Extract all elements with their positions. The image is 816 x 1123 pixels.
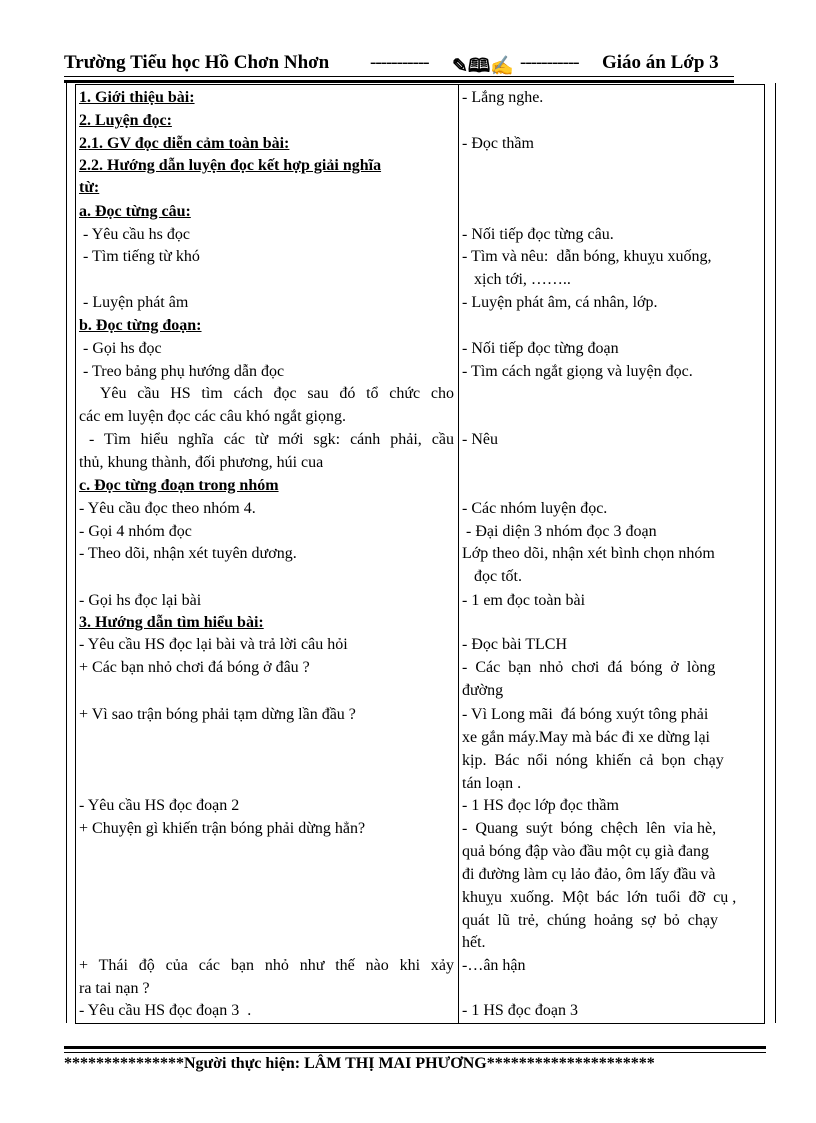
- left-item: - Tìm tiếng từ khó: [79, 248, 200, 265]
- left-item: - Treo bảng phụ hướng dẫn đọc: [79, 363, 285, 380]
- left-item: ra tai nạn ?: [79, 980, 150, 997]
- lesson-plan-label: Giáo án Lớp 3: [602, 52, 719, 73]
- left-item: - Yêu cầu hs đọc: [79, 226, 190, 243]
- header-dashes-right: -----------: [520, 52, 579, 73]
- header-rule-thin: [64, 76, 734, 77]
- left-item: - Yêu cầu đọc theo nhóm 4.: [79, 500, 256, 517]
- footer-rule-thick: [64, 1046, 766, 1049]
- right-item: - Quang suýt bóng chệch lên vỉa hè,: [462, 820, 717, 837]
- left-item: thủ, khung thành, đối phương, húi cua: [79, 454, 324, 471]
- right-item: tán loạn .: [462, 775, 522, 792]
- left-item: Yêu cầu HS tìm cách đọc sau đó tổ chức cho: [79, 385, 454, 402]
- right-item: - Vì Long mãi đá bóng xuýt tông phải: [462, 706, 709, 723]
- left-item: các em luyện đọc các câu khó ngắt giọng.: [79, 408, 346, 425]
- right-item: đi đường làm cụ lảo đảo, ôm lấy đầu và: [462, 866, 716, 883]
- page-header: [64, 52, 764, 78]
- right-item: - Nối tiếp đọc từng đoạn: [462, 340, 619, 357]
- teacher-credit: ***************Người thực hiện: LÂM THỊ MAI PHƯƠNG*********************: [64, 1055, 655, 1072]
- right-item: - Nối tiếp đọc từng câu.: [462, 226, 614, 243]
- book-ornament-icon: ✎🕮✍: [452, 56, 514, 77]
- footer-rule-thin: [64, 1052, 766, 1053]
- section-guided-reading: 2.2. Hướng dẫn luyện đọc kết hợp giải nghĩa: [79, 157, 382, 174]
- section-reading: 2. Luyện đọc:: [79, 112, 172, 129]
- right-item: Lớp theo dõi, nhận xét bình chọn nhóm: [462, 545, 715, 562]
- subsection-paragraph-reading: b. Đọc từng đoạn:: [79, 317, 202, 334]
- left-item: - Yêu cầu HS đọc lại bài và trả lời câu hỏi: [79, 636, 348, 653]
- right-item: hết.: [462, 934, 486, 951]
- subsection-sentence-reading: a. Đọc từng câu:: [79, 203, 191, 220]
- left-item: - Yêu cầu HS đọc đoạn 3 .: [79, 1002, 252, 1019]
- right-item: - Tìm cách ngắt giọng và luyện đọc.: [462, 363, 693, 380]
- right-item: - Nêu: [462, 431, 498, 448]
- section-teacher-read: 2.1. GV đọc diễn cảm toàn bài:: [79, 135, 290, 152]
- right-item: - Luyện phát âm, cá nhân, lớp.: [462, 294, 658, 311]
- header-dashes-left: -----------: [370, 52, 429, 73]
- right-item: quát lũ trẻ, chúng hoảng sợ bỏ chạy: [462, 912, 718, 929]
- right-item: - Đọc thầm: [462, 135, 534, 152]
- right-item: - Tìm và nêu: dẫn bóng, khuỵu xuống,: [462, 248, 712, 265]
- left-item: + Vì sao trận bóng phải tạm dừng lần đầu ?: [79, 706, 356, 723]
- right-item: xịch tới, ……..: [462, 271, 571, 288]
- left-item: + Thái độ của các bạn nhỏ như thế nào khi xảy: [79, 957, 454, 974]
- section-comprehension: 3. Hướng dẫn tìm hiểu bài:: [79, 614, 264, 631]
- left-item: - Theo dõi, nhận xét tuyên dương.: [79, 545, 297, 562]
- right-item: xe gắn máy.May mà bác đi xe dừng lại: [462, 729, 710, 746]
- left-item: - Gọi hs đọc: [79, 340, 162, 357]
- right-item: kịp. Bác nổi nóng khiến cả bọn chạy: [462, 752, 724, 769]
- left-item: + Chuyện gì khiến trận bóng phải dừng hẳn?: [79, 820, 366, 837]
- right-item: khuỵu xuống. Một bác lớn tuổi đỡ cụ ,: [462, 889, 737, 906]
- right-item: -…ân hận: [462, 957, 526, 974]
- section-guided-reading-cont: từ:: [79, 179, 100, 196]
- school-name: Trường Tiểu học Hồ Chơn Nhơn: [64, 52, 330, 73]
- left-item: - Yêu cầu HS đọc đoạn 2: [79, 797, 240, 814]
- right-item: đọc tốt.: [462, 568, 522, 585]
- left-item: - Gọi hs đọc lại bài: [79, 592, 202, 609]
- column-divider: [458, 84, 459, 1024]
- right-item: - Đại diện 3 nhóm đọc 3 đoạn: [462, 523, 657, 540]
- right-item: - Lắng nghe.: [462, 89, 544, 106]
- left-item: + Các bạn nhỏ chơi đá bóng ở đâu ?: [79, 659, 310, 676]
- right-item: - 1 HS đọc đoạn 3: [462, 1002, 578, 1019]
- right-item: - Đọc bài TLCH: [462, 636, 568, 653]
- right-item: quả bóng đập vào đầu một cụ già đang: [462, 843, 710, 860]
- left-item: - Luyện phát âm: [79, 294, 189, 311]
- right-item: - 1 em đọc toàn bài: [462, 592, 586, 609]
- left-item: - Gọi 4 nhóm đọc: [79, 523, 192, 540]
- left-item: - Tìm hiểu nghĩa các từ mới sgk: cánh phải, cầu: [79, 431, 454, 448]
- section-intro: 1. Giới thiệu bài:: [79, 89, 195, 106]
- right-item: - 1 HS đọc lớp đọc thầm: [462, 797, 619, 814]
- right-item: đường: [462, 682, 504, 699]
- right-item: - Các nhóm luyện đọc.: [462, 500, 608, 517]
- right-item: - Các bạn nhỏ chơi đá bóng ở lòng: [462, 659, 716, 676]
- subsection-group-reading: c. Đọc từng đoạn trong nhóm: [79, 477, 279, 494]
